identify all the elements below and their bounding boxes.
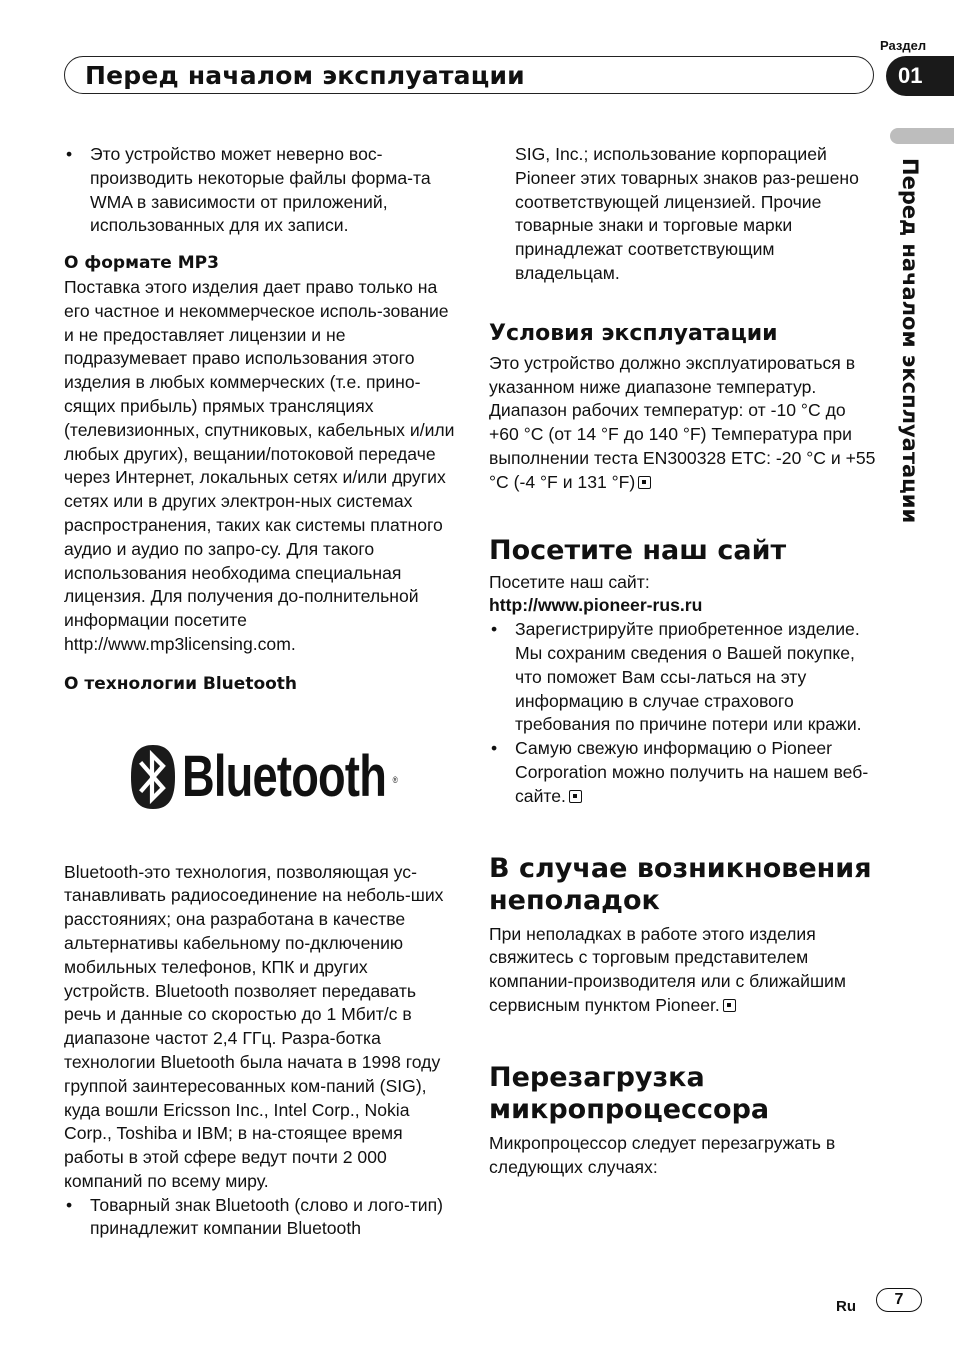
list-item: • Товарный знак Bluetooth (слово и лого-тип) принадлежит компании Bluetooth bbox=[64, 1194, 456, 1242]
conditions-paragraph: Это устройство должно эксплуатироваться в указанном ниже диапазоне температур. Диапазон рабочих температур: от -10 °C до +60 °C (от 14 °F до 140 °F) Температура при выполнении теста EN300328 ETC: -20 °C и +55 °C (-4 °F и 131 °F) bbox=[489, 352, 876, 492]
side-chapter-title: Перед началом эксплуатации bbox=[898, 158, 922, 524]
section-label: Раздел bbox=[880, 38, 927, 53]
end-mark-icon bbox=[569, 790, 582, 803]
reset-heading: Перезагрузка микропроцессора bbox=[489, 1061, 770, 1125]
registered-mark: ® bbox=[392, 774, 397, 785]
footer-language: Ru bbox=[836, 1298, 856, 1315]
list-item: • Это устройство может неверно вос-производить некоторые файлы форма-та WMA в зависимости от приложений, использованных для их записи. bbox=[64, 143, 456, 238]
side-tab-marker bbox=[890, 128, 954, 144]
problems-paragraph: При неполадках в работе этого изделия свяжитесь с торговым представителем компании-производителя или с ближайшим сервисным пунктом Pioneer. bbox=[489, 923, 846, 1015]
list-item: • Зарегистрируйте приобретенное изделие. Мы сохраним сведения о Вашей покупке, что поможет Вам ссы-латься на эту информацию в случае страхового требования по причине потери или кражи. bbox=[489, 618, 879, 737]
mp3-heading: О формате MP3 bbox=[64, 253, 219, 274]
website-bullet-list bbox=[489, 618, 879, 808]
page-number: 7 bbox=[876, 1288, 922, 1312]
page-title: Перед началом эксплуатации bbox=[85, 61, 525, 90]
bluetooth-wordmark: Bluetooth ® bbox=[182, 743, 397, 809]
conditions-heading: Условия эксплуатации bbox=[489, 320, 778, 346]
left-column bbox=[64, 143, 456, 1241]
reset-paragraph: Микропроцессор следует перезагружать в следующих случаях: bbox=[489, 1132, 836, 1177]
visit-heading: Посетите наш сайт bbox=[489, 534, 787, 566]
trademark-bullet-list bbox=[64, 1194, 456, 1242]
list-item: • Самую свежую информацию о Pioneer Corporation можно получить на нашем веб-сайте. bbox=[489, 737, 879, 808]
problems-heading: В случае возникновения неполадок bbox=[489, 852, 872, 916]
bluetooth-logo bbox=[130, 737, 456, 817]
visit-text: Посетите наш сайт: bbox=[489, 571, 650, 592]
bluetooth-icon bbox=[130, 744, 176, 810]
end-mark-icon bbox=[638, 476, 651, 489]
bluetooth-heading: О технологии Bluetooth bbox=[64, 673, 298, 694]
right-column bbox=[489, 143, 879, 1179]
end-mark-icon bbox=[723, 999, 736, 1012]
bluetooth-paragraph: Bluetooth-это технология, позволяющая ус-танавливать радиосоединение на неболь-ших расстояниях; она разработана в качестве альтернативы кабельному по-дключению мобильных телефонов, КПК и других устройств. Bluetooth позволяет передавать речь и данные со скоростью до 1 Мбит/с в диапазоне частот 2,4 ГГц. Разра-ботка технологии Bluetooth была начата в 1998 году группой заинтересованных ком-паний (SIG), куда вошли Ericsson Inc., Intel Corp., Nokia Corp., Toshiba и IBM; в на-стоящее время работы в этой сфере ведут почти 2 000 компаний по всему миру. bbox=[64, 861, 444, 1191]
website-link[interactable]: http://www.pioneer-rus.ru bbox=[489, 595, 703, 616]
wma-bullet-list bbox=[64, 143, 456, 238]
mp3-paragraph: Поставка этого изделия дает право только на его частное и некоммерческое исполь-зование и не предоставляет лицензии и не подразумевает право использования этого изделия в любых коммерческих (т.е. прино-сящих прибыль) прямых трансляциях (телевизионных, спутниковых, кабельных и/или любых других), вещании/потоковой передаче через Интернет, локальных сетях и/или других сетях или в других электрон-ных системах распространения, таких как системы платного аудио и аудио по запро-су. Для такого использования необходима специальная лицензия. Для получения до-полнительной информации посетите http://www.mp3licensing.com. bbox=[64, 276, 455, 654]
trademark-continuation: SIG, Inc.; использование корпорацией Pioneer этих товарных знаков раз-решено соответствующей лицензией. Прочие товарные знаки и торговые марки принадлежат соответствующим владельцам. bbox=[515, 144, 859, 283]
section-number-badge: 01 bbox=[886, 56, 954, 96]
header-title-bar bbox=[64, 56, 874, 94]
